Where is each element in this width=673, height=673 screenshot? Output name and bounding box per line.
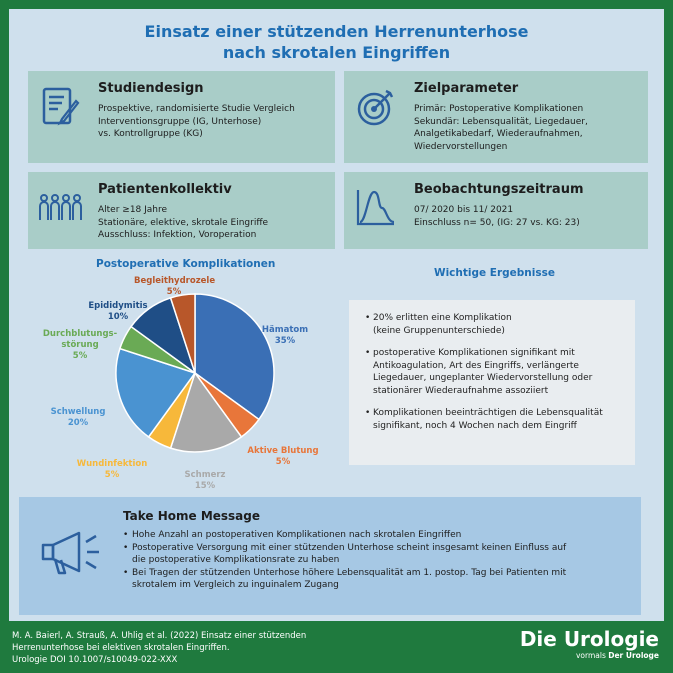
take-home-title: Take Home Message [123,509,261,523]
infographic-panel [9,9,664,621]
results-title: Wichtige Ergebnisse [434,267,555,279]
card-title: Studiendesign [98,81,204,96]
card-patientenkollektiv [28,172,335,249]
pie-label-haematom: Hämatom 35% [261,325,309,346]
people-group-icon [34,186,86,230]
pie-label-durchblutung: Durchblutungs- störung 5% [42,329,118,361]
card-zielparameter [344,71,648,163]
card-text: Prospektive, randomisierte Studie Vergleich Interventionsgruppe (IG, Unterhose) vs. Kontrollgruppe (KG) [98,104,295,139]
card-text: Primär: Postoperative Komplikationen Sekundär: Lebensqualität, Liegedauer, Analgetikabedarf, Wiederaufnahmen, Wiedervorstellungen [414,104,588,152]
take-home-item: • Hohe Anzahl an postoperativen Komplikationen nach skrotalen Eingriffen [123,529,633,542]
card-text: 07/ 2020 bis 11/ 2021 Einschluss n= 50, (IG: 27 vs. KG: 23) [414,205,580,228]
take-home-item: • Bei Tragen der stützenden Unterhose höhere Lebensqualität am 1. postop. Tag bei Patienten mit skrotalem im Vergleich zu inguinalem Zugang [123,567,633,592]
journal-name: Die Urologie [519,627,659,651]
result-item: • postoperative Komplikationen signifikant mit Antikoagulation, Art des Eingriffs, verlängerte Liegedauer, ungeplanter Wiedervorstellung oder stationärer Wiederaufnahme assoziiert [365,347,619,397]
card-text: Alter ≥18 Jahre Stationäre, elektive, skrotale Eingriffe Ausschluss: Infektion, Voroperation [98,205,269,240]
chart-title: Postoperative Komplikationen [96,258,276,270]
card-beobachtungszeitraum [344,172,648,249]
document-pen-icon [38,85,82,129]
pie-label-hydrozele: Begleithydrozele 5% [134,276,216,297]
pie-label-epididymitis: Epididymitis 10% [88,301,148,322]
journal-logo [520,627,659,661]
card-title: Patientenkollektiv [98,182,232,197]
results-box [349,300,635,465]
pie-label-schmerz: Schmerz 15% [184,470,226,491]
result-item: • Komplikationen beeinträchtigen die Lebensqualität signifikant, noch 4 Wochen nach dem Eingriff [365,407,619,432]
card-studiendesign [28,71,335,163]
page-title: Einsatz einer stützenden Herrenunterhose nach skrotalen Eingriffen [144,22,529,62]
target-icon [354,85,398,129]
card-title: Zielparameter [414,81,519,96]
pie-label-wundinfektion: Wundinfektion 5% [76,459,148,480]
result-item: • 20% erlitten eine Komplikation (keine Gruppenunterschiede) [365,312,619,337]
take-home-item: • Postoperative Versorgung mit einer stützenden Unterhose scheint insgesamt keinen Einfluss auf die postoperative Komplikationsrate zu haben [123,542,633,567]
pie-label-aktive-blutung: Aktive Blutung 5% [247,446,319,467]
citation: M. A. Baierl, A. Strauß, A. Uhlig et al. (2022) Einsatz einer stützenden Herrenunterhose bei elektiven skrotalen Eingriffen. Urologie DOI 10.1007/s10049-022-XXX [12,631,307,665]
journal-former-name: vormals Der Urologe [575,651,659,660]
megaphone-icon [39,527,109,577]
distribution-curve-icon [354,186,398,230]
take-home-box [19,497,641,615]
card-title: Beobachtungszeitraum [414,182,584,197]
pie-label-schwellung: Schwellung 20% [50,407,106,428]
